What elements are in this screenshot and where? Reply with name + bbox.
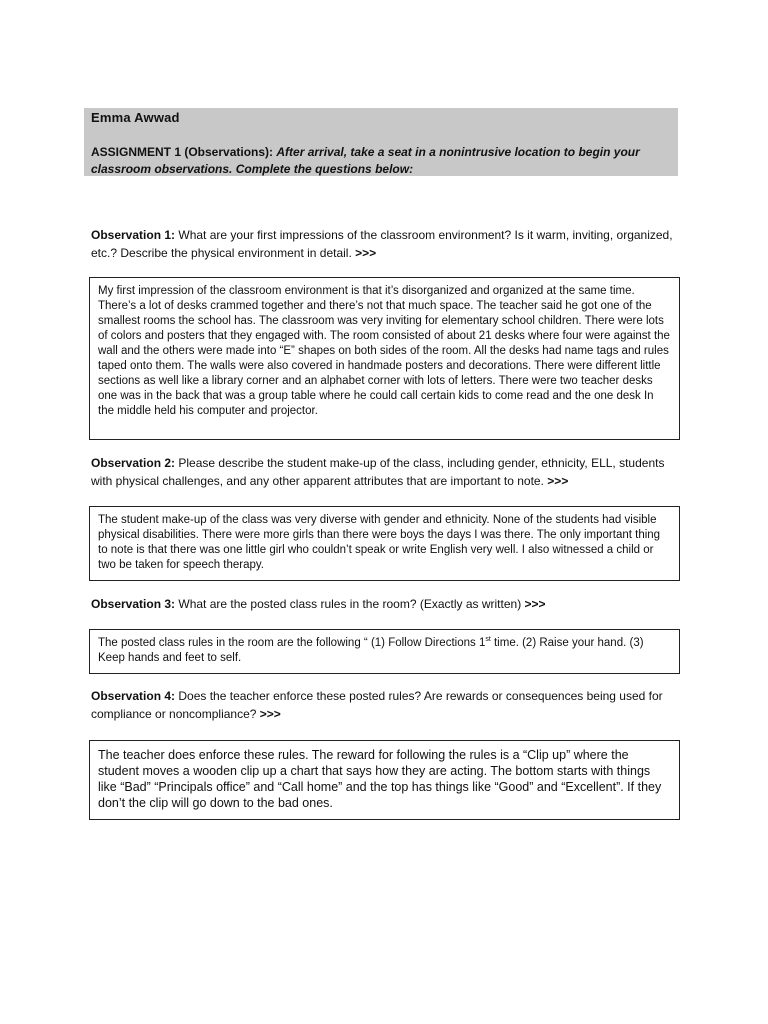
- observation-3-answer-end: time. (2) Raise your hand. (3) Keep hands and feet to self.: [98, 637, 644, 664]
- observation-2-arrows: >>>: [547, 474, 569, 488]
- observation-4-question-text: Does the teacher enforce these posted rules? Are rewards or consequences being used for compliance or noncompliance?: [91, 689, 663, 721]
- observation-3-question: [91, 595, 675, 613]
- observation-2-answer-box: [89, 506, 680, 581]
- observation-3-answer-sup: st: [485, 636, 491, 644]
- observation-4-answer: The teacher does enforce these rules. The reward for following the rules is a “Clip up” where the student moves a wooden clip up a chart that says how they are acting. The bottom starts with things like “Bad” “Principals office” and “Call home” and the top has things like “Good” and “Excellent”. If they don’t the clip will go down to the bad ones.: [98, 748, 662, 810]
- observation-3-answer-box: [89, 629, 680, 674]
- observation-4-answer-box: [89, 740, 680, 820]
- assignment-instructions: After arrival, take a seat in a nonintrusive location to begin your classroom observations. Complete the questions below:: [91, 145, 640, 176]
- observation-1-question: [91, 226, 675, 262]
- assignment-heading: [91, 144, 675, 178]
- observation-1-answer-box: [89, 277, 680, 440]
- observation-1-label: Observation 1:: [91, 228, 176, 242]
- assignment-label: ASSIGNMENT 1 (Observations):: [91, 145, 274, 159]
- observation-4-label: Observation 4:: [91, 689, 176, 703]
- observation-1-arrows: >>>: [355, 246, 377, 260]
- observation-4-arrows: >>>: [259, 707, 281, 721]
- observation-2-label: Observation 2:: [91, 456, 176, 470]
- observation-4-question: [91, 687, 675, 723]
- observation-1-answer: My first impression of the classroom environment is that it’s disorganized and organized at the same time. There’s a lot of desks crammed together and there’s not that much space. The teacher said he got one of the smallest rooms the school has. The classroom was very inviting for elementary school children. There were lots of colors and posters that they engaged with. The room consisted of about 21 desks where four were against the wall and the others were made into “E” shapes on both sides of the room. All the desks had name tags and rules taped onto them. The walls were also covered in handmade posters and decorations. There were different little sections as well like a library corner and an alphabet corner with lots of letters. There were two teacher desks one was in the back that was a group table where he could call certain kids to come read and the one desk In the middle held his computer and projector.: [98, 285, 670, 417]
- observation-3-label: Observation 3:: [91, 597, 176, 611]
- observation-1-question-text: What are your first impressions of the classroom environment? Is it warm, inviting, organized, etc.? Describe the physical environment in detail.: [91, 228, 673, 260]
- observation-2-answer: The student make-up of the class was very diverse with gender and ethnicity. None of the students had visible physical disabilities. There were more girls than there were boys the days I was there. The only important thing to note is that there was one little girl who couldn’t speak or write English very well. I also witnessed a child or two be taken for speech therapy.: [98, 514, 661, 571]
- observation-3-question-text: What are the posted class rules in the room? (Exactly as written): [178, 597, 522, 611]
- observation-2-question: [91, 454, 675, 490]
- observation-3-answer-start: The posted class rules in the room are the following “ (1) Follow Directions 1: [98, 637, 486, 649]
- observation-2-question-text: Please describe the student make-up of the class, including gender, ethnicity, ELL, students with physical challenges, and any other apparent attributes that are important to note.: [91, 456, 665, 488]
- observation-3-arrows: >>>: [524, 597, 546, 611]
- author-name: Emma Awwad: [91, 110, 180, 125]
